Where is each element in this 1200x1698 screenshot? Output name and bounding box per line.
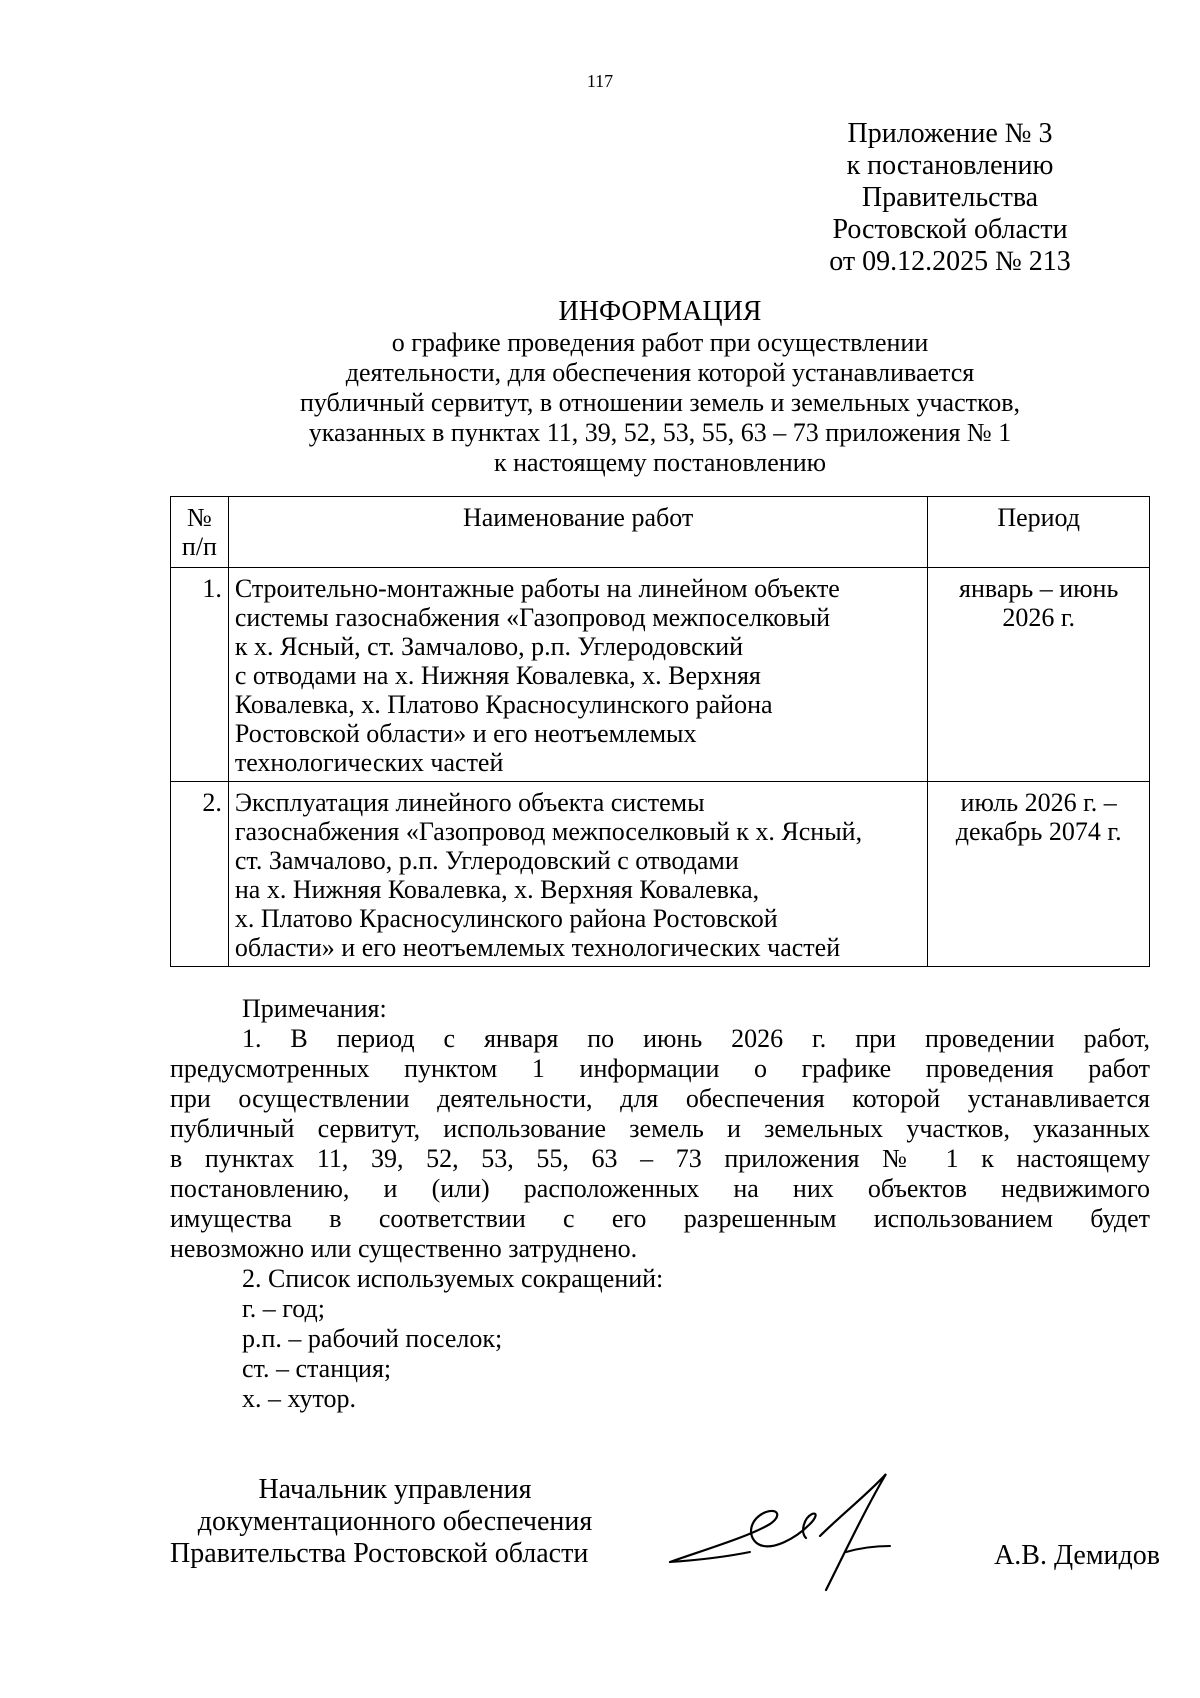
header-period: Период bbox=[928, 497, 1150, 568]
work-name-line: Эксплуатация линейного объекта системы bbox=[234, 788, 705, 817]
row-period bbox=[928, 568, 1150, 782]
note-line: при осуществлении деятельности, для обеспечения которой устанавливается bbox=[170, 1084, 1150, 1113]
note-line: предусмотренных пунктом 1 информации о графике проведения работ bbox=[170, 1054, 1150, 1083]
handwritten-signature bbox=[650, 1452, 950, 1602]
note-line: невозможно или существенно затруднено. bbox=[170, 1234, 638, 1263]
signer-position bbox=[170, 1474, 620, 1570]
row-number: 2. bbox=[171, 782, 229, 967]
work-name-line: х. Платово Красносулинского района Ростовской bbox=[234, 904, 778, 933]
works-schedule-table bbox=[170, 496, 1150, 967]
appendix-line: к постановлению bbox=[846, 150, 1054, 181]
work-name-line: Строительно-монтажные работы на линейном объекте bbox=[234, 574, 840, 603]
note2-title: 2. Список используемых сокращений: bbox=[242, 1264, 664, 1293]
subtitle-line: к настоящему постановлению bbox=[493, 448, 827, 477]
abbreviation-item: х. – хутор. bbox=[242, 1384, 357, 1413]
work-name-line: к х. Ясный, ст. Замчалово, р.п. Углеродовский bbox=[234, 632, 744, 661]
work-name-line: Ковалевка, х. Платово Красносулинского района bbox=[234, 690, 773, 719]
subtitle-line: указанных в пунктах 11, 39, 52, 53, 55, 63 – 73 приложения № 1 bbox=[308, 418, 1012, 447]
work-name-line: технологических частей bbox=[234, 748, 504, 777]
notes-title: Примечания: bbox=[242, 994, 387, 1023]
work-name-line: системы газоснабжения «Газопровод межпоселковый bbox=[234, 603, 831, 632]
signer-position-line: Начальник управления bbox=[258, 1474, 532, 1505]
appendix-line: Ростовской области bbox=[832, 214, 1068, 245]
subtitle-line: публичный сервитут, в отношении земель и земельных участков, bbox=[299, 388, 1021, 417]
period-line: декабрь 2074 г. bbox=[955, 817, 1122, 846]
work-name-line: ст. Замчалово, р.п. Углеродовский с отводами bbox=[234, 846, 739, 875]
signer-position-line: документационного обеспечения bbox=[197, 1506, 593, 1537]
notes-section bbox=[170, 994, 1150, 1414]
signer-position-line: Правительства Ростовской области bbox=[170, 1538, 589, 1569]
work-name-line: на х. Нижняя Ковалевка, х. Верхняя Ковалевка, bbox=[234, 875, 760, 904]
row-work-name bbox=[228, 568, 927, 782]
period-line: январь – июнь bbox=[959, 574, 1119, 603]
note-line: 1. В период с января по июнь 2026 г. при проведении работ, bbox=[242, 1024, 1150, 1053]
note-line: в пунктах 11, 39, 52, 53, 55, 63 – 73 приложения № 1 к настоящему bbox=[170, 1144, 1150, 1173]
header-number-line: № bbox=[187, 503, 212, 532]
table-header-row bbox=[171, 497, 1150, 568]
note-line: имущества в соответствии с его разрешенным использованием будет bbox=[170, 1204, 1150, 1233]
work-name-line: Ростовской области» и его неотъемлемых bbox=[234, 719, 697, 748]
abbreviation-item: г. – год; bbox=[242, 1294, 325, 1323]
document-title: ИНФОРМАЦИЯ bbox=[558, 296, 762, 327]
note-line: публичный сервитут, использование земель и земельных участков, указанных bbox=[170, 1114, 1150, 1143]
appendix-line: Приложение № 3 bbox=[847, 118, 1053, 149]
work-name-line: газоснабжения «Газопровод межпоселковый к х. Ясный, bbox=[234, 817, 863, 846]
appendix-line: Правительства bbox=[861, 182, 1039, 213]
period-line: 2026 г. bbox=[1002, 603, 1076, 632]
row-work-name bbox=[228, 782, 927, 967]
table-row bbox=[171, 782, 1150, 967]
abbreviation-item: р.п. – рабочий поселок; bbox=[242, 1324, 503, 1353]
period-line: июль 2026 г. – bbox=[960, 788, 1117, 817]
header-number-line: п/п bbox=[181, 532, 217, 561]
page-number: 117 bbox=[586, 71, 614, 91]
appendix-line: от 09.12.2025 № 213 bbox=[829, 246, 1071, 277]
abbreviation-item: ст. – станция; bbox=[242, 1354, 392, 1383]
signer-name: А.В. Демидов bbox=[994, 1540, 1160, 1571]
work-name-line: области» и его неотъемлемых технологических частей bbox=[234, 933, 841, 962]
row-period bbox=[928, 782, 1150, 967]
row-number: 1. bbox=[171, 568, 229, 782]
document-subtitle bbox=[170, 328, 1150, 478]
header-work-name: Наименование работ bbox=[228, 497, 927, 568]
subtitle-line: о графике проведения работ при осуществлении bbox=[391, 328, 929, 357]
work-name-line: с отводами на х. Нижняя Ковалевка, х. Верхняя bbox=[234, 661, 761, 690]
note-line: постановлению, и (или) расположенных на них объектов недвижимого bbox=[170, 1174, 1150, 1203]
subtitle-line: деятельности, для обеспечения которой устанавливается bbox=[345, 358, 975, 387]
table-row bbox=[171, 568, 1150, 782]
appendix-block bbox=[800, 118, 1100, 278]
header-number bbox=[171, 497, 229, 568]
